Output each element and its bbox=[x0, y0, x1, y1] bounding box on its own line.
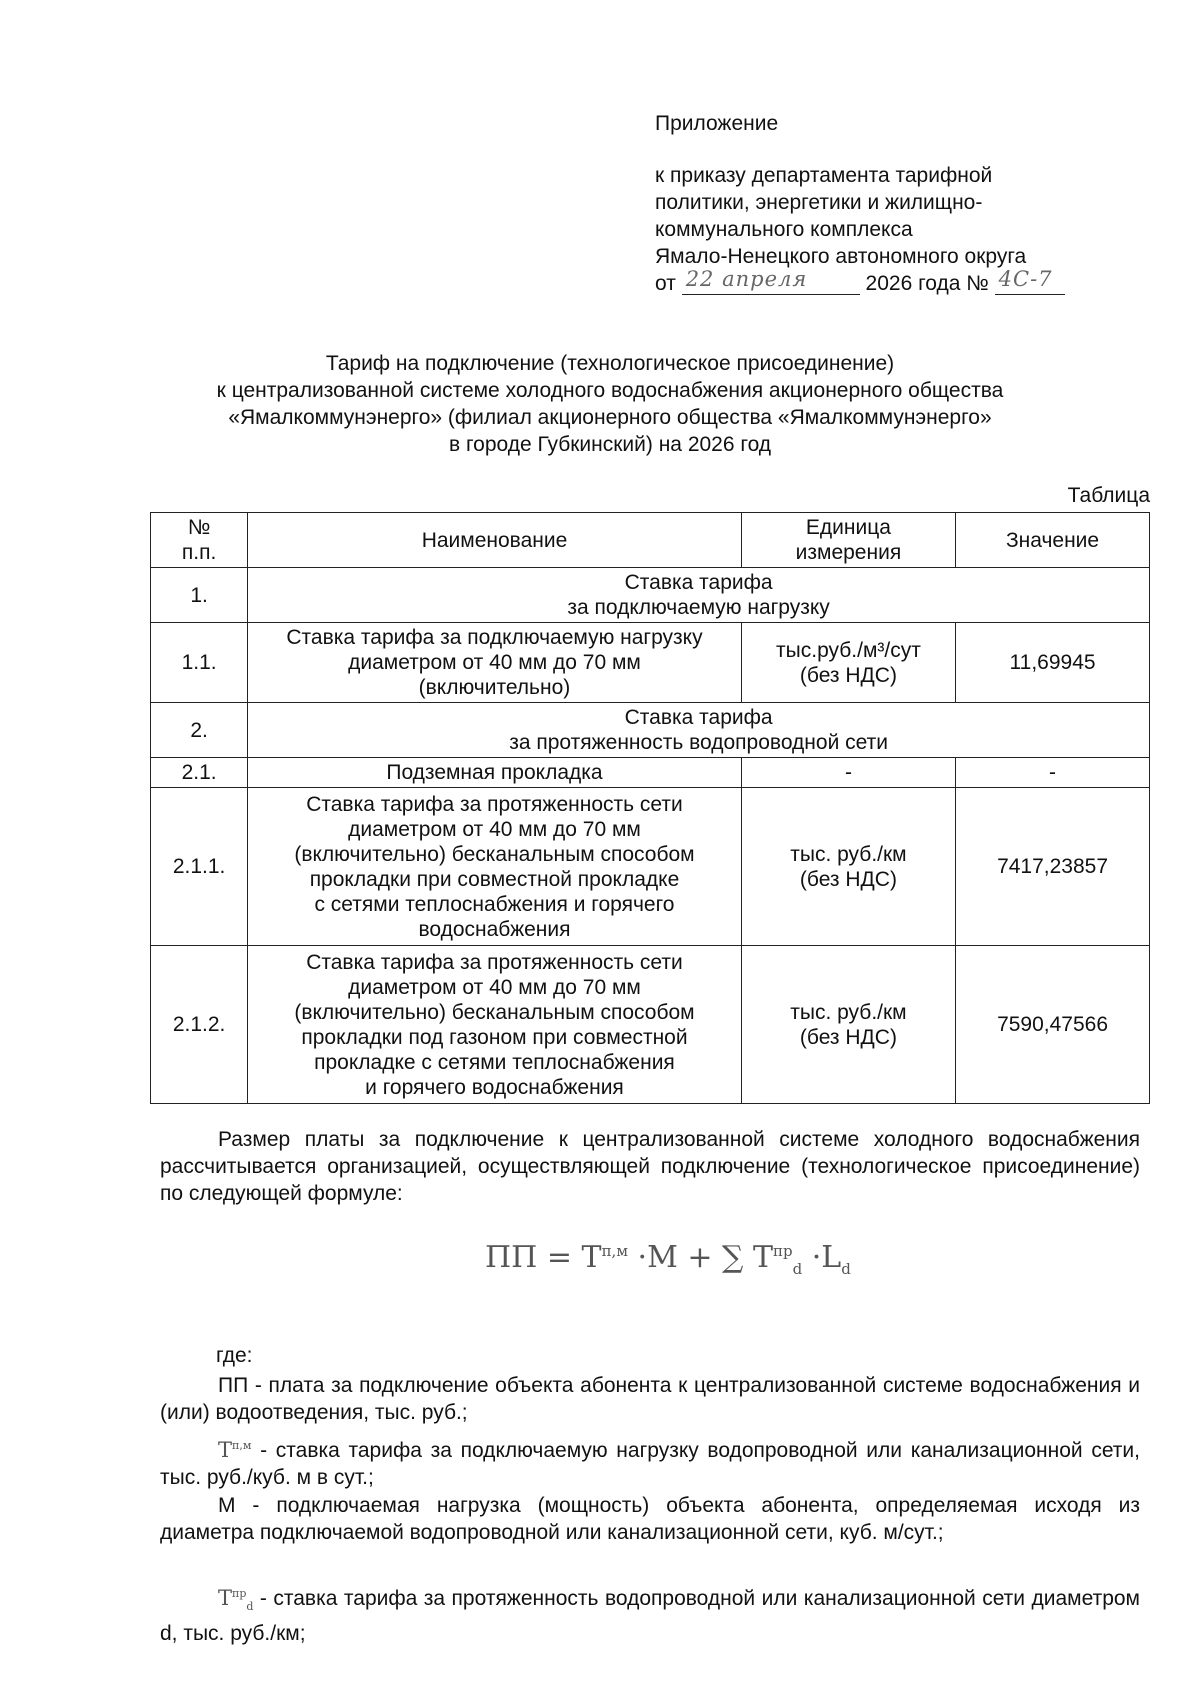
definition-text: - подключаемая нагрузка (мощность) объекта абонента, определяемая исходя из диаметра подключаемой водопроводной или канализационной сети, куб. м/сут.; bbox=[160, 1494, 1140, 1544]
formula-sum: ∑ bbox=[722, 1240, 744, 1275]
where-label: где: bbox=[216, 1344, 253, 1367]
row-name: Ставка тарифа за подключаемую нагрузку диаметром от 40 мм до 70 мм (включительно) bbox=[248, 623, 742, 703]
header-num: № п.п. bbox=[151, 513, 248, 568]
section-title: Ставка тарифа за подключаемую нагрузку bbox=[248, 568, 1150, 623]
handwritten-number: 4С-7 bbox=[998, 267, 1053, 291]
handwritten-number-field bbox=[995, 267, 1065, 297]
header-value: Значение bbox=[956, 513, 1150, 568]
table-header-row bbox=[151, 513, 1150, 568]
tariff-table bbox=[150, 512, 1150, 1104]
appendix-line: Ямало-Ненецкого автономного округа bbox=[655, 245, 1027, 268]
formula-t-len-sup: пр bbox=[773, 1242, 793, 1260]
title-line: «Ямалкоммунэнерго» (филиал акционерного общества «Ямалкоммунэнерго» bbox=[228, 406, 992, 429]
document-title bbox=[150, 350, 1070, 458]
header-unit: Единица измерения bbox=[741, 513, 955, 568]
appendix-line: к приказу департамента тарифной bbox=[655, 164, 993, 187]
row-unit: тыс. руб./км (без НДС) bbox=[741, 788, 955, 946]
row-num: 2. bbox=[151, 703, 248, 758]
table-row bbox=[151, 758, 1150, 788]
row-num: 1. bbox=[151, 568, 248, 623]
definition-symbol: М bbox=[218, 1494, 236, 1517]
order-date-line bbox=[655, 267, 1115, 297]
row-num: 2.1. bbox=[151, 758, 248, 788]
definition-text: - плата за подключение объекта абонента к централизованной системе водоснабжения и (или) водоотведения, тыс. руб.; bbox=[160, 1374, 1140, 1424]
title-line: Тариф на подключение (технологическое присоединение) bbox=[325, 352, 895, 375]
appendix-line: коммунального комплекса bbox=[655, 218, 913, 241]
formula-t-len-sub: d bbox=[792, 1260, 803, 1278]
appendix-block bbox=[655, 110, 1115, 297]
row-unit: - bbox=[741, 758, 955, 788]
table-row bbox=[151, 623, 1150, 703]
formula-m: М bbox=[647, 1240, 678, 1275]
definition-item bbox=[160, 1580, 1140, 1647]
header-name: Наименование bbox=[248, 513, 742, 568]
table-caption: Таблица bbox=[1067, 484, 1150, 507]
table-row bbox=[151, 703, 1150, 758]
formula-t-load: Т bbox=[581, 1240, 602, 1275]
payment-formula: ПП = $Т^{п,м} \cdot М$ + ∑ $Т^{пр}_d \cdot L_d$ bbox=[485, 1240, 851, 1278]
definition-symbol: $Т^{п,м}$ bbox=[218, 1438, 252, 1462]
formula-lhs: ПП bbox=[485, 1240, 538, 1275]
section-title: Ставка тарифа за протяженность водопроводной сети bbox=[248, 703, 1150, 758]
handwritten-date: 22 апреля bbox=[685, 267, 808, 291]
definition-item bbox=[160, 1492, 1140, 1546]
definition-item bbox=[160, 1432, 1140, 1491]
formula-l-sub: d bbox=[841, 1260, 851, 1278]
formula-t-len: Т bbox=[752, 1240, 773, 1275]
row-num: 1.1. bbox=[151, 623, 248, 703]
definition-symbol: $Т^{пр}_d$ bbox=[218, 1586, 254, 1614]
formula-l: L bbox=[821, 1240, 842, 1275]
title-line: в городе Губкинский) на 2026 год bbox=[448, 433, 772, 456]
row-name: Подземная прокладка bbox=[248, 758, 742, 788]
row-unit: тыс.руб./м³/сут (без НДС) bbox=[741, 623, 955, 703]
appendix-heading: Приложение bbox=[655, 112, 779, 135]
row-name: Ставка тарифа за протяженность сети диаметром от 40 мм до 70 мм (включительно) бесканальным способом прокладки при совместной прокладке с сетями теплоснабжения и горячего водоснабжения bbox=[248, 788, 742, 946]
definition-text: - ставка тарифа за протяженность водопроводной или канализационной сети диаметром d, тыс. руб./км; bbox=[160, 1587, 1140, 1646]
definition-item bbox=[160, 1372, 1140, 1426]
table-row bbox=[151, 946, 1150, 1104]
row-num: 2.1.2. bbox=[151, 946, 248, 1104]
handwritten-date-field bbox=[682, 267, 860, 297]
date-suffix: 2026 года № bbox=[865, 272, 989, 295]
row-unit: тыс. руб./км (без НДС) bbox=[741, 946, 955, 1104]
table-row bbox=[151, 568, 1150, 623]
formula-t-load-sup: п,м bbox=[601, 1242, 628, 1260]
title-line: к централизованной системе холодного водоснабжения акционерного общества bbox=[216, 379, 1004, 402]
row-value: 7417,23857 bbox=[956, 788, 1150, 946]
row-value: 11,69945 bbox=[956, 623, 1150, 703]
appendix-line: политики, энергетики и жилищно- bbox=[655, 191, 983, 214]
table-row bbox=[151, 788, 1150, 946]
row-num: 2.1.1. bbox=[151, 788, 248, 946]
row-value: - bbox=[956, 758, 1150, 788]
row-name: Ставка тарифа за протяженность сети диаметром от 40 мм до 70 мм (включительно) бесканальным способом прокладки под газоном при совместной прокладке с сетями теплоснабжения и горячего водоснабжения bbox=[248, 946, 742, 1104]
definition-text: - ставка тарифа за подключаемую нагрузку водопроводной или канализационной сети, тыс. руб./куб. м в сут.; bbox=[160, 1439, 1140, 1489]
row-value: 7590,47566 bbox=[956, 946, 1150, 1104]
definition-symbol: ПП bbox=[218, 1374, 249, 1397]
intro-paragraph: Размер платы за подключение к централизованной системе холодного водоснабжения рассчитывается организацией, осуществляющей подключение (технологическое присоединение) по следующей формуле: bbox=[160, 1128, 1140, 1205]
date-prefix: от bbox=[655, 272, 676, 295]
